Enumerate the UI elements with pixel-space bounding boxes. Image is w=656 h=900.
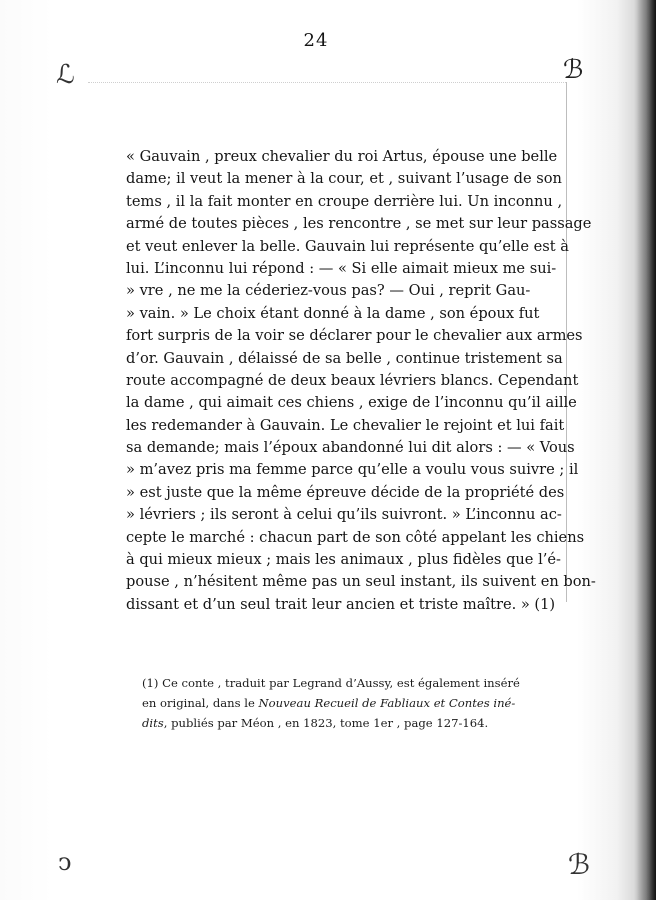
- body-line: » m’avez pris ma femme parce qu’elle a voulu vous suivre ; il: [126, 461, 579, 479]
- margin-mark-top-right: ℬ: [563, 55, 584, 85]
- body-line: » lévriers ; ils seront à celui qu’ils suivront. » L’inconnu ac-: [126, 506, 562, 524]
- body-line: fort surpris de la voir se déclarer pour le chevalier aux armes: [126, 327, 583, 345]
- margin-mark-top-left: ℒ: [56, 60, 75, 90]
- footnote-line: [142, 693, 516, 713]
- body-line: » est juste que la même épreuve décide de la propriété des: [126, 483, 565, 501]
- margin-mark-bottom-left: ↄ: [58, 848, 72, 876]
- body-line: la dame , qui aimait ces chiens , exige de l’inconnu qu’il aille: [126, 394, 577, 412]
- body-line: route accompagné de deux beaux lévriers blancs. Cependant: [126, 371, 579, 389]
- header-dotted-rule: [88, 82, 566, 83]
- footnote: [142, 673, 520, 733]
- page-number: 24: [303, 30, 329, 51]
- body-line: dame; il veut la mener à la cour, et , suivant l’usage de son: [126, 170, 562, 188]
- body-line: » vain. » Le choix étant donné à la dame , son époux fut: [126, 304, 540, 322]
- body-line-last: dissant et d’un seul trait leur ancien et triste maître. » (1): [126, 595, 556, 613]
- book-gutter-shadow: [634, 0, 656, 900]
- footnote-text: en original, dans le: [142, 696, 259, 710]
- body-line: à qui mieux mieux ; mais les animaux , plus fidèles que l’é-: [126, 551, 561, 569]
- body-line: » vre , ne me la céderiez-vous pas? — Oui , reprit Gau-: [126, 282, 531, 300]
- body-line: d’or. Gauvain , délaissé de sa belle , continue tristement sa: [126, 349, 563, 367]
- body-line: cepte le marché : chacun part de son côté appelant les chiens: [126, 528, 585, 546]
- footnote-text: , publiés par Méon , en 1823, tome 1er , page 127-164.: [163, 716, 489, 730]
- body-line: lui. L’inconnu lui répond : — « Si elle aimait mieux me sui-: [126, 259, 557, 277]
- footnote-line: (1) Ce conte , traduit par Legrand d’Aussy, est également inséré: [142, 676, 520, 690]
- footnote-line: [142, 713, 508, 733]
- body-line: les redemander à Gauvain. Le chevalier le rejoint et lui fait: [126, 416, 565, 434]
- margin-mark-bottom-right: ℬ: [568, 848, 591, 881]
- body-line: armé de toutes pièces , les rencontre , se met sur leur passage: [126, 215, 592, 233]
- body-line: « Gauvain , preux chevalier du roi Artus, épouse une belle: [126, 148, 558, 165]
- body-line: pouse , n’hésitent même pas un seul instant, ils suivent en bon-: [126, 573, 596, 591]
- body-text: [126, 146, 596, 616]
- footnote-book-title: Nouveau Recueil de Fabliaux et Contes iné-: [258, 696, 516, 710]
- body-line: sa demande; mais l’époux abandonné lui dit alors : — « Vous: [126, 439, 575, 457]
- body-line: et veut enlever la belle. Gauvain lui représente qu’elle est à: [126, 237, 569, 255]
- footnote-book-title-end: dits: [142, 716, 164, 730]
- body-line: tems , il la fait monter en croupe derrière lui. Un inconnu ,: [126, 192, 563, 210]
